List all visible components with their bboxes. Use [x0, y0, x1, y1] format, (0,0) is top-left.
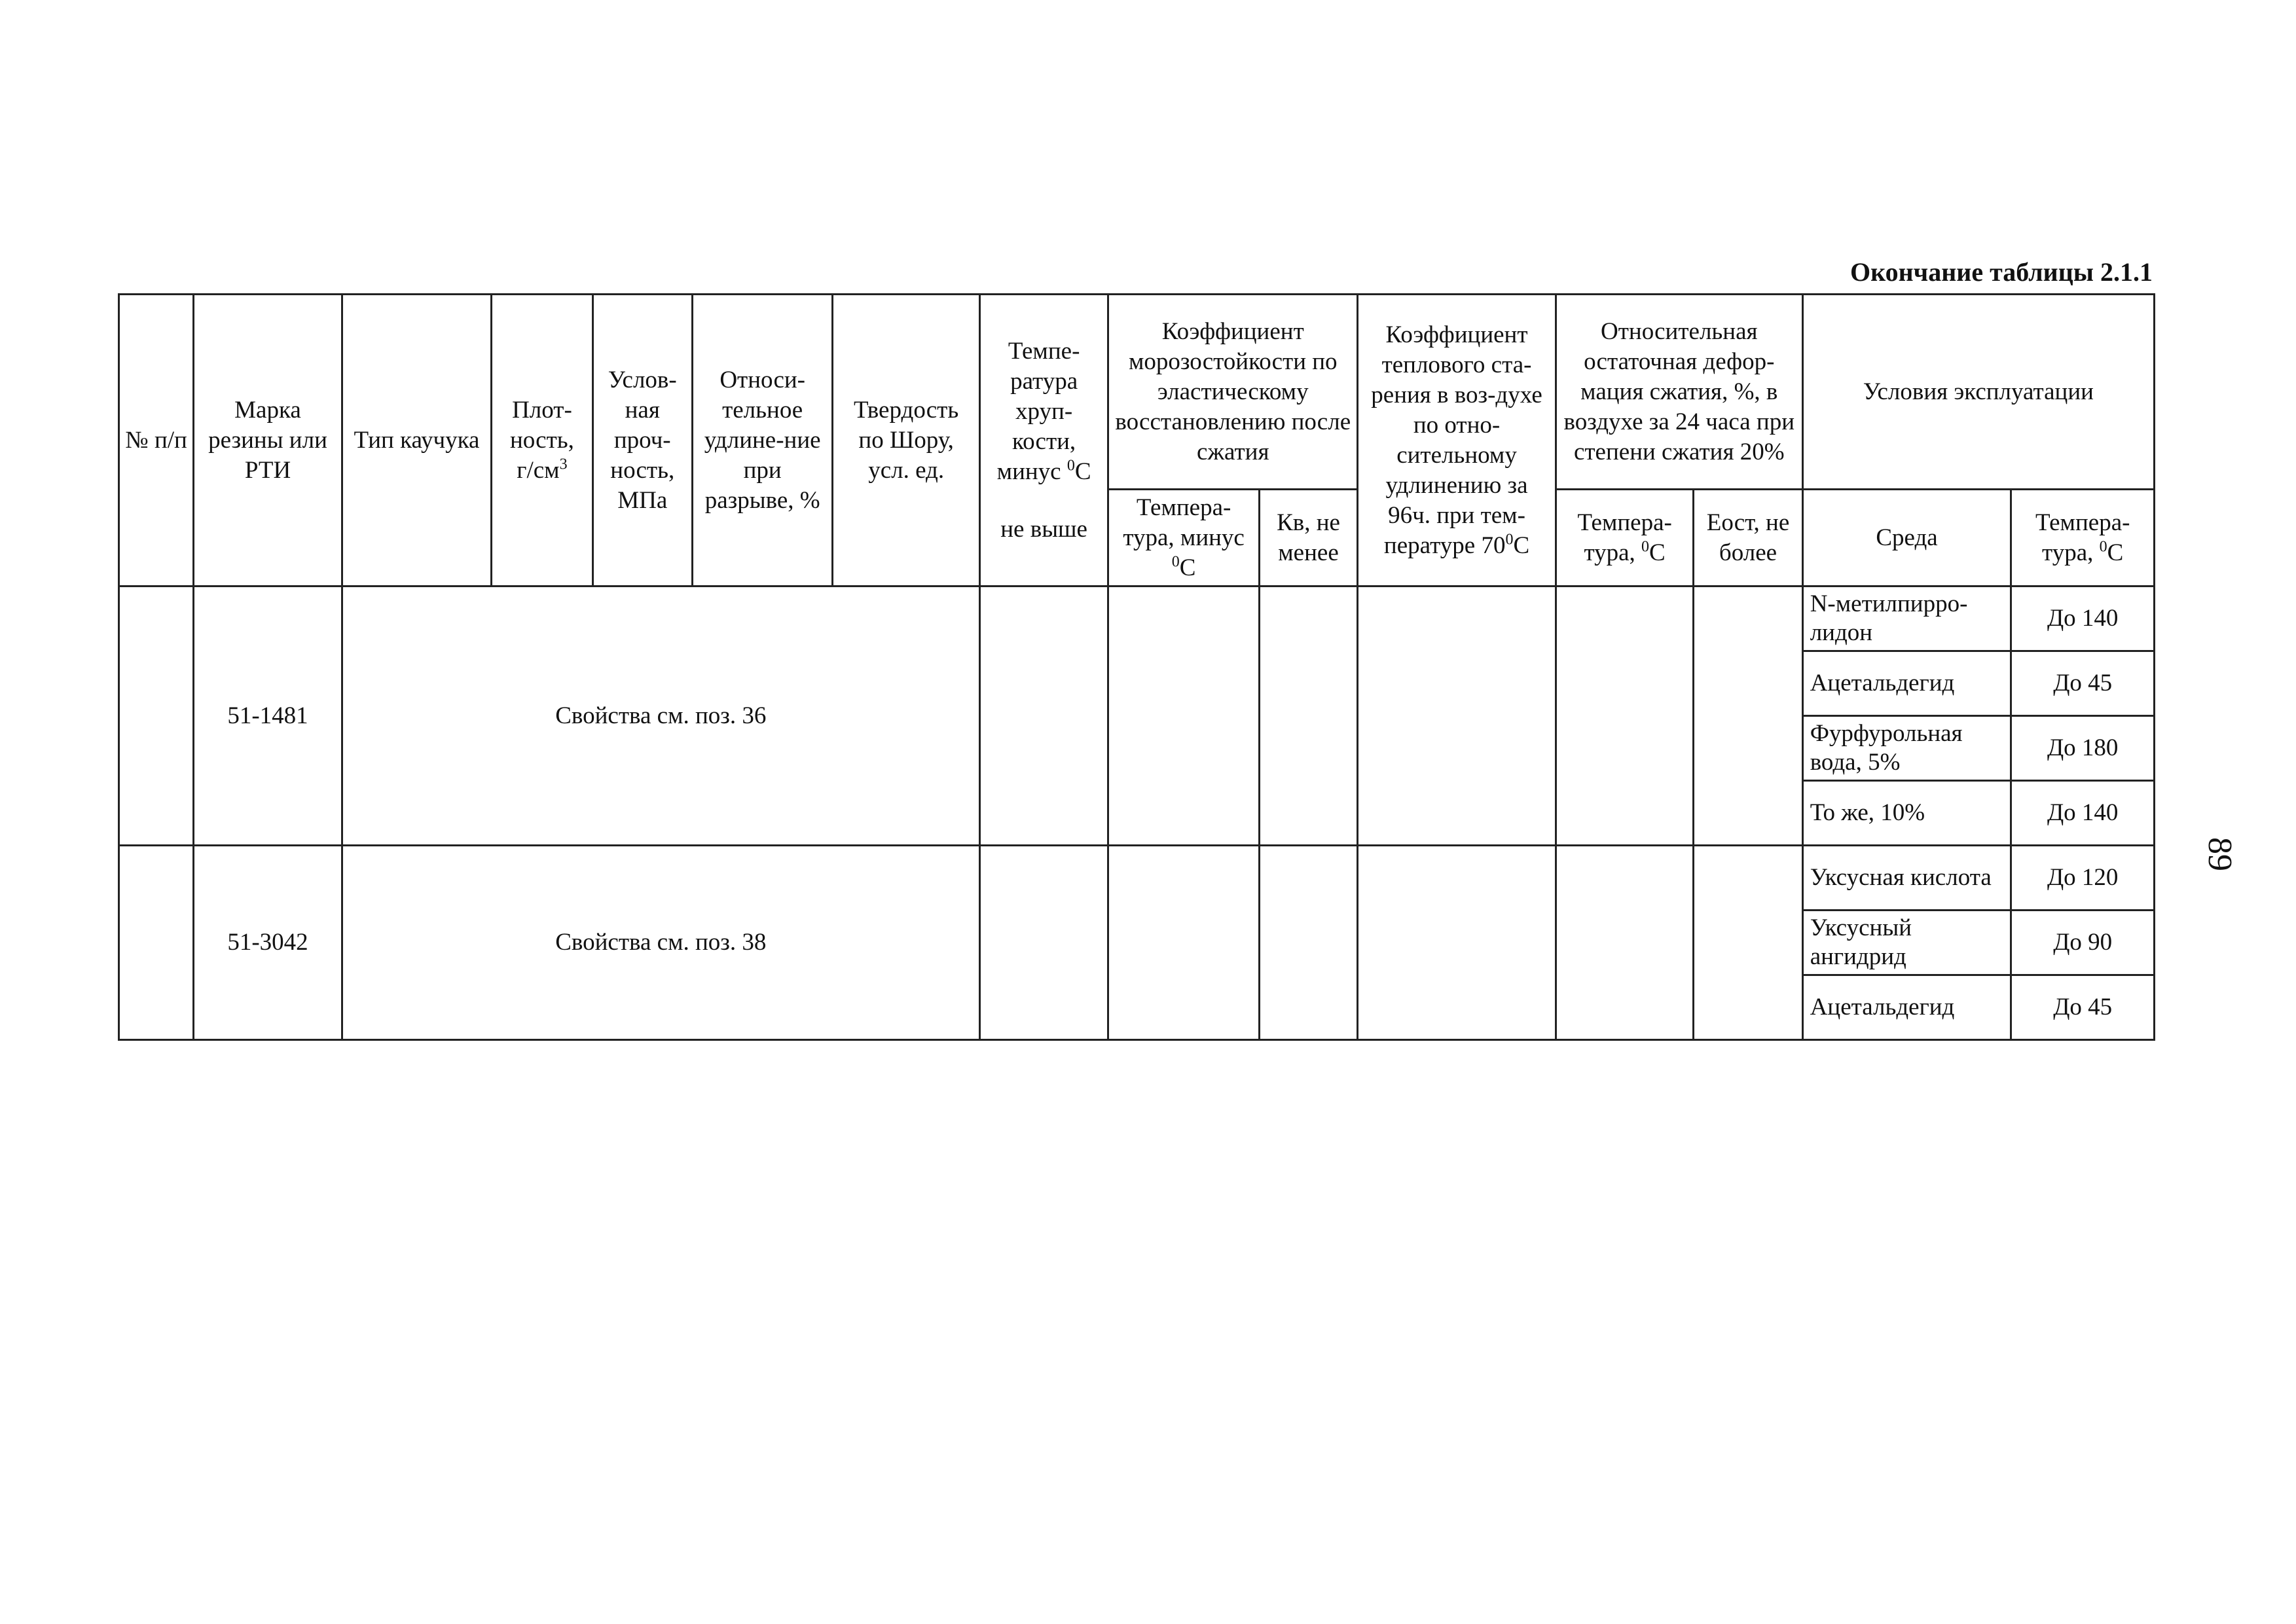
- cell-empty: [1694, 586, 1802, 846]
- cell-medium: Ацетальдегид: [1802, 651, 2011, 716]
- header-brittleness-text: Темпе-ратура хруп-кости, минус: [996, 337, 1080, 485]
- header-brittleness-unit: С: [1074, 458, 1091, 485]
- header-conditions: Условия эксплуатации: [1802, 295, 2154, 490]
- header-op-temp-unit: С: [2107, 539, 2124, 566]
- table-caption: Окончание таблицы 2.1.1: [1850, 257, 2153, 287]
- header-hardness: Твердость по Шору, усл. ед.: [833, 295, 980, 586]
- header-op-temperature: [2011, 490, 2155, 586]
- cell-temperature: До 180: [2011, 716, 2155, 781]
- cell-grade: 51-3042: [194, 846, 342, 1040]
- header-comp-temp-text: Темпера-тура,: [1577, 509, 1672, 566]
- cell-empty: [1108, 846, 1260, 1040]
- cell-grade: 51-1481: [194, 586, 342, 846]
- header-frost-temperature: [1108, 490, 1260, 586]
- cell-temperature: До 45: [2011, 975, 2155, 1040]
- header-rubber-type: Тип каучука: [342, 295, 492, 586]
- header-frost-coefficient: Коэффициент морозостойкости по эластическому восстановлению после сжатия: [1108, 295, 1358, 490]
- header-frost-temp-unit: С: [1179, 554, 1196, 581]
- cell-temperature: До 90: [2011, 911, 2155, 975]
- header-density-sup: 3: [559, 456, 568, 473]
- header-brittleness: [979, 295, 1108, 586]
- cell-num: [119, 846, 194, 1040]
- properties-table: [118, 293, 2155, 1041]
- cell-empty: [1556, 846, 1693, 1040]
- header-brittleness-sup: 0: [1066, 457, 1075, 475]
- header-aging-coefficient: [1358, 295, 1556, 586]
- cell-medium: N-метилпирро-лидон: [1802, 586, 2011, 651]
- header-compression-temperature: [1556, 490, 1693, 586]
- cell-empty: [1556, 586, 1693, 846]
- cell-empty: [1358, 846, 1556, 1040]
- header-brittleness-note: не выше: [1000, 515, 1087, 543]
- cell-temperature: До 140: [2011, 586, 2155, 651]
- cell-temperature: До 140: [2011, 781, 2155, 846]
- header-elongation: Относи-тельное удлине-ние при разрыве, %: [692, 295, 832, 586]
- cell-empty: [1259, 586, 1357, 846]
- header-frost-temp-sup: 0: [1171, 553, 1180, 571]
- cell-temperature: До 45: [2011, 651, 2155, 716]
- cell-medium: Фурфурольная вода, 5%: [1802, 716, 2011, 781]
- table-row: [119, 586, 2155, 651]
- header-num: № п/п: [119, 295, 194, 586]
- header-aging-text: Коэффициент теплового ста-рения в воз-духе по отно-сительному удлинению за 96ч. при тем-пературе 70: [1371, 321, 1542, 559]
- cell-num: [119, 586, 194, 846]
- header-medium: Среда: [1802, 490, 2011, 586]
- cell-medium: Ацетальдегид: [1802, 975, 2011, 1040]
- header-frost-temp-text: Темпера-тура, минус: [1123, 494, 1245, 551]
- page-number: 89: [2201, 837, 2238, 871]
- header-comp-temp-unit: С: [1649, 539, 1666, 566]
- header-op-temp-sup: 0: [2099, 538, 2107, 556]
- cell-empty: [979, 586, 1108, 846]
- header-compression-set: Относительная остаточная дефор-мация сжатия, %, в воздухе за 24 часа при степени сжатия 20%: [1556, 295, 1802, 490]
- table-row: [119, 846, 2155, 911]
- header-aging-unit: С: [1513, 532, 1530, 559]
- header-density-text: Плот-ность,: [509, 396, 574, 454]
- cell-empty: [1259, 846, 1357, 1040]
- cell-medium: Уксусный ангидрид: [1802, 911, 2011, 975]
- cell-properties-ref: Свойства см. поз. 36: [342, 586, 979, 846]
- header-op-temp-text: Темпера-тура,: [2035, 509, 2130, 566]
- cell-empty: [979, 846, 1108, 1040]
- cell-empty: [1358, 586, 1556, 846]
- header-density: [492, 295, 592, 586]
- header-aging-sup: 0: [1505, 531, 1514, 549]
- header-compression-eost: Еост, не более: [1694, 490, 1802, 586]
- cell-medium: Уксусная кислота: [1802, 846, 2011, 911]
- header-strength: Услов-ная проч-ность, МПа: [592, 295, 692, 586]
- cell-empty: [1108, 586, 1260, 846]
- header-density-unit: г/см: [517, 456, 560, 484]
- cell-properties-ref: Свойства см. поз. 38: [342, 846, 979, 1040]
- header-frost-kv: Кв, не менее: [1259, 490, 1357, 586]
- header-grade: Марка резины или РТИ: [194, 295, 342, 586]
- header-comp-temp-sup: 0: [1641, 538, 1650, 556]
- cell-medium: То же, 10%: [1802, 781, 2011, 846]
- cell-temperature: До 120: [2011, 846, 2155, 911]
- cell-empty: [1694, 846, 1802, 1040]
